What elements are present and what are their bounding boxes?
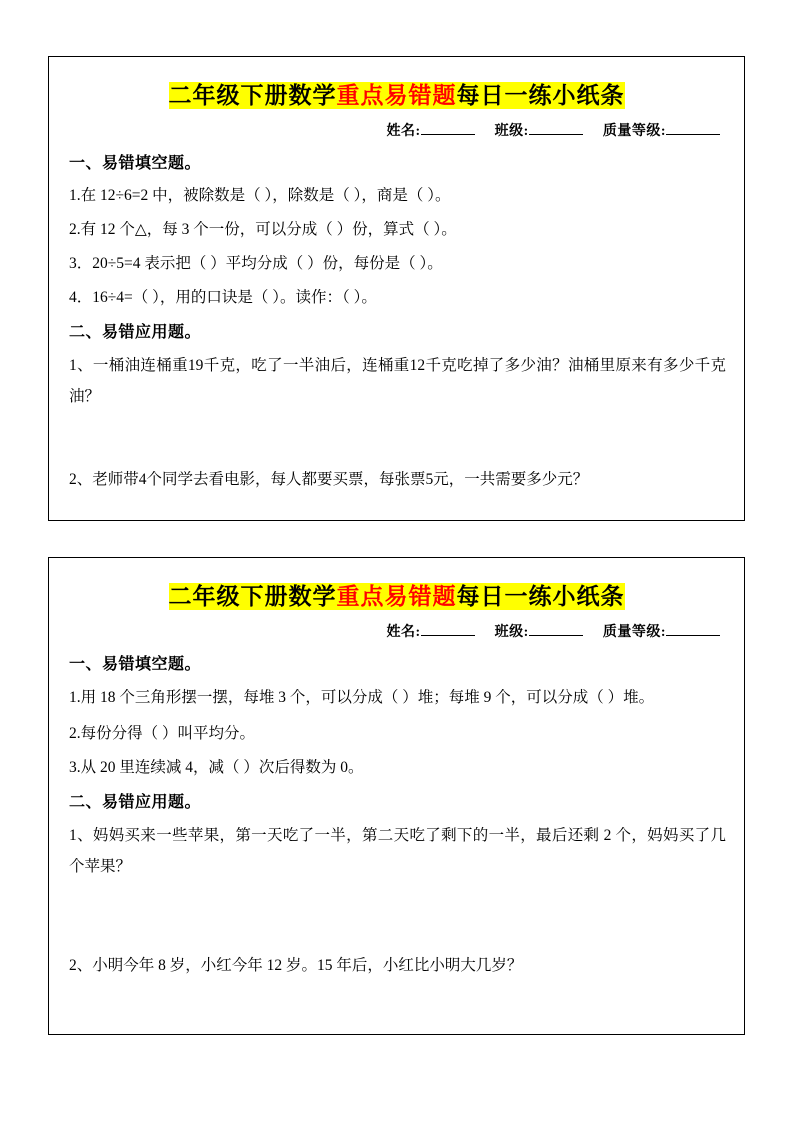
sheet-1-fill-question-3: 3．20÷5=4 表示把（ ）平均分成（ ）份，每份是（ ）。	[69, 255, 443, 272]
class-label: 班级:	[494, 625, 529, 640]
grade-field[interactable]	[666, 134, 720, 135]
title-part-1: 二年级下册数学	[168, 83, 337, 108]
sheet-2-word-question-1: 1、妈妈买来一些苹果，第一天吃了一半，第二天吃了剩下的一半，最后还剩 2 个，妈妈买了几个苹果？	[69, 827, 726, 875]
grade-field[interactable]	[666, 635, 720, 636]
sheet-2-fill-question-1: 1.用 18 个三角形摆一摆，每堆 3 个，可以分成（ ）堆；每堆 9 个，可以分成（ ）堆。	[69, 689, 655, 706]
grade-label: 质量等级:	[602, 625, 666, 640]
worksheet-sheet-1	[48, 56, 745, 521]
sheet-2-word-question-2: 2、小明今年 8 岁，小红今年 12 岁。15 年后，小红比小明大几岁？	[69, 957, 523, 974]
name-field[interactable]	[421, 635, 475, 636]
title-part-2: 重点易错题	[336, 83, 457, 108]
sheet-1-fill-question-1: 1.在 12÷6=2 中，被除数是（ ），除数是（ ），商是（ ）。	[69, 187, 451, 204]
sheet-2-section-1-title: 一、易错填空题。	[69, 656, 202, 673]
sheet-1-info-line	[67, 120, 720, 140]
sheet-2-fill-question-3: 3.从 20 里连续减 4，减（ ）次后得数为 0。	[69, 759, 364, 776]
class-field[interactable]	[529, 134, 583, 135]
class-label: 班级:	[494, 124, 529, 139]
title-part-3: 每日一练小纸条	[456, 83, 625, 108]
class-field[interactable]	[529, 635, 583, 636]
sheet-1-section-2-title: 二、易错应用题。	[69, 324, 202, 341]
worksheet-sheet-2	[48, 557, 745, 1035]
sheet-1-answer-space-1	[67, 418, 726, 464]
title-part-3: 每日一练小纸条	[456, 584, 625, 609]
title-part-1: 二年级下册数学	[168, 584, 337, 609]
grade-label: 质量等级:	[602, 124, 666, 139]
sheet-1-word-question-2: 2、老师带4个同学去看电影，每人都要买票，每张票5元，一共需要多少元？	[69, 471, 589, 488]
sheet-2-answer-space-1	[67, 888, 726, 950]
title-part-2: 重点易错题	[336, 584, 457, 609]
sheet-1-title	[67, 77, 726, 110]
sheet-2-title	[67, 578, 726, 611]
sheet-1-fill-question-4: 4．16÷4=（ ），用的口诀是（ ）。读作：（ ）。	[69, 289, 377, 306]
sheet-2-section-2-title: 二、易错应用题。	[69, 794, 202, 811]
name-label: 姓名:	[386, 625, 421, 640]
sheet-2-fill-question-2: 2.每份分得（ ）叫平均分。	[69, 725, 256, 742]
sheet-1-word-question-1: 1、一桶油连桶重19千克，吃了一半油后，连桶重12千克吃掉了多少油？油桶里原来有多少千克油？	[69, 357, 726, 405]
sheet-1-fill-question-2: 2.有 12 个△，每 3 个一份，可以分成（ ）份，算式（ ）。	[69, 221, 457, 238]
name-label: 姓名:	[386, 124, 421, 139]
sheet-1-section-1-title: 一、易错填空题。	[69, 155, 202, 172]
name-field[interactable]	[421, 134, 475, 135]
sheet-2-info-line	[67, 621, 720, 641]
